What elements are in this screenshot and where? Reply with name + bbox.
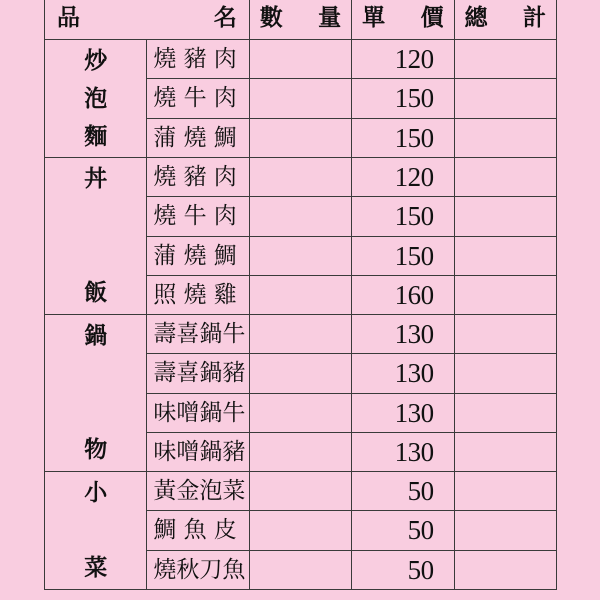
item-name-char: 噌 [176, 399, 200, 426]
item-name-char: 肉 [213, 85, 237, 112]
total-cell[interactable] [454, 511, 556, 550]
category-label [45, 472, 147, 590]
item-name-char: 雞 [213, 281, 237, 308]
unit-price-cell: 50 [352, 472, 454, 511]
quantity-cell[interactable] [249, 315, 351, 354]
item-name-char: 喜 [176, 360, 200, 387]
item-name-char: 菜 [222, 478, 246, 505]
item-name-char: 泡 [199, 478, 223, 505]
category-label [45, 158, 147, 315]
quantity-cell[interactable] [249, 275, 351, 314]
table-row [45, 40, 557, 79]
total-cell[interactable] [454, 118, 556, 157]
item-name [147, 40, 249, 79]
category-char: 泡 [84, 86, 108, 112]
item-name-char: 豬 [183, 164, 207, 191]
item-name-char: 蒲 [153, 242, 177, 269]
category-char: 鍋 [84, 323, 108, 349]
item-name-char: 味 [153, 438, 177, 465]
item-name [147, 393, 249, 432]
item-name-char: 牛 [183, 85, 207, 112]
item-name-char: 燒 [153, 556, 177, 583]
quantity-header: 數 量 [249, 0, 351, 40]
item-name-char: 秋 [176, 556, 200, 583]
total-cell[interactable] [454, 315, 556, 354]
quantity-cell[interactable] [249, 158, 351, 197]
category-label [45, 40, 147, 158]
total-header: 總 計 [454, 0, 556, 40]
total-cell[interactable] [454, 472, 556, 511]
item-name-char: 燒 [153, 164, 177, 191]
item-name [147, 158, 249, 197]
item-name [147, 511, 249, 550]
category-char: 麵 [84, 124, 108, 150]
item-name-char: 壽 [153, 321, 177, 348]
item-name [147, 236, 249, 275]
item-name-char: 蒲 [153, 124, 177, 151]
item-name-char: 鯛 [153, 517, 177, 544]
category-char: 丼 [84, 166, 108, 192]
unit-price-cell: 50 [352, 511, 454, 550]
unit-price-cell: 150 [352, 236, 454, 275]
category-char: 炒 [84, 48, 108, 74]
menu-order-table [44, 0, 557, 590]
item-name [147, 354, 249, 393]
quantity-cell[interactable] [249, 393, 351, 432]
table-row [45, 472, 557, 511]
total-cell[interactable] [454, 432, 556, 471]
unit-price-cell: 150 [352, 79, 454, 118]
total-cell[interactable] [454, 40, 556, 79]
item-name-char: 肉 [213, 164, 237, 191]
item-name-char: 豬 [222, 438, 246, 465]
item-name-char: 燒 [153, 85, 177, 112]
item-name-char: 魚 [222, 556, 246, 583]
unit-price-header: 單 價 [352, 0, 454, 40]
total-cell[interactable] [454, 550, 556, 589]
unit-price-cell: 130 [352, 315, 454, 354]
item-name-char: 牛 [222, 399, 246, 426]
item-name-char: 刀 [199, 556, 223, 583]
item-name [147, 197, 249, 236]
item-name-char: 壽 [153, 360, 177, 387]
quantity-cell[interactable] [249, 197, 351, 236]
quantity-cell[interactable] [249, 118, 351, 157]
quantity-cell[interactable] [249, 511, 351, 550]
item-header-right: 名 [213, 5, 237, 31]
item-name-char: 燒 [183, 124, 207, 151]
quantity-cell[interactable] [249, 432, 351, 471]
item-name-char: 鍋 [199, 399, 223, 426]
item-name [147, 79, 249, 118]
total-cell[interactable] [454, 158, 556, 197]
unit-price-cell: 130 [352, 354, 454, 393]
quantity-cell[interactable] [249, 354, 351, 393]
total-cell[interactable] [454, 275, 556, 314]
item-name-char: 豬 [222, 360, 246, 387]
unit-price-cell: 50 [352, 550, 454, 589]
table-row [45, 315, 557, 354]
item-name-char: 鍋 [199, 438, 223, 465]
table-row [45, 158, 557, 197]
category-char: 飯 [84, 280, 108, 306]
unit-price-cell: 130 [352, 432, 454, 471]
item-name-header [45, 0, 250, 40]
unit-price-cell: 120 [352, 158, 454, 197]
category-char: 菜 [84, 555, 108, 581]
quantity-cell[interactable] [249, 79, 351, 118]
item-name-char: 鍋 [199, 321, 223, 348]
unit-price-cell: 130 [352, 393, 454, 432]
item-name-char: 鯛 [213, 242, 237, 269]
item-name [147, 432, 249, 471]
category-label [45, 315, 147, 472]
quantity-cell[interactable] [249, 550, 351, 589]
item-name-char: 肉 [213, 46, 237, 73]
item-name-char: 牛 [222, 321, 246, 348]
quantity-cell[interactable] [249, 472, 351, 511]
total-cell[interactable] [454, 354, 556, 393]
item-name-char: 肉 [213, 203, 237, 230]
item-name-char: 噌 [176, 438, 200, 465]
category-char: 物 [84, 437, 108, 463]
item-name [147, 550, 249, 589]
item-name-char: 燒 [153, 203, 177, 230]
item-name-char: 照 [153, 281, 177, 308]
item-name-char: 味 [153, 399, 177, 426]
item-name-char: 牛 [183, 203, 207, 230]
item-name-char: 魚 [183, 517, 207, 544]
item-name-char: 豬 [183, 46, 207, 73]
unit-price-cell: 160 [352, 275, 454, 314]
item-name-char: 黃 [153, 478, 177, 505]
item-name [147, 118, 249, 157]
item-name-char: 金 [176, 478, 200, 505]
unit-price-cell: 150 [352, 118, 454, 157]
total-cell[interactable] [454, 197, 556, 236]
item-name-char: 喜 [176, 321, 200, 348]
item-name [147, 315, 249, 354]
item-name [147, 472, 249, 511]
item-name-char: 燒 [183, 281, 207, 308]
item-name-char: 皮 [213, 517, 237, 544]
item-name-char: 鍋 [199, 360, 223, 387]
total-cell[interactable] [454, 236, 556, 275]
item-header-left: 品 [57, 5, 80, 31]
item-name-char: 燒 [153, 46, 177, 73]
item-name [147, 275, 249, 314]
unit-price-cell: 120 [352, 40, 454, 79]
total-cell[interactable] [454, 393, 556, 432]
quantity-cell[interactable] [249, 236, 351, 275]
unit-price-cell: 150 [352, 197, 454, 236]
item-name-char: 鯛 [213, 124, 237, 151]
category-char: 小 [84, 480, 108, 506]
table-header-row [45, 0, 557, 40]
total-cell[interactable] [454, 79, 556, 118]
quantity-cell[interactable] [249, 40, 351, 79]
item-name-char: 燒 [183, 242, 207, 269]
